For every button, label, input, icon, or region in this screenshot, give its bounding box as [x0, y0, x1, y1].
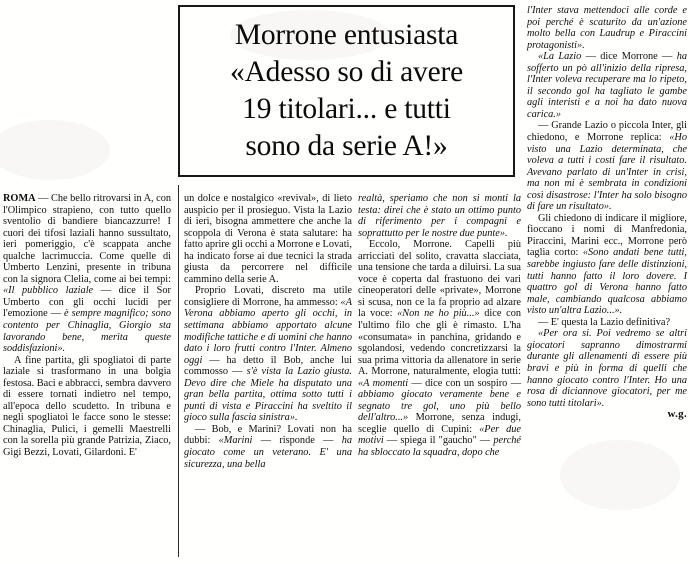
paragraph: A fine partita, gli spogliatoi di parte laziale si trasformano in una bolgia festosa. Baci e abbracci, sembra davvero di essere tornati indietro nel tempo, all'epoca dello scudetto. In tribuna e negli spogliatoi le facce sono le stesse: Chinaglia, Pulici, i gemelli Maestrelli con la sorella più grande Patrizia, Ziaco, Gigi Bezzi, Lovati, Gilardoni. E' [3, 354, 171, 459]
quote-text: «Non ne ho più...» [397, 308, 480, 320]
paragraph-marini-question [184, 424, 352, 470]
quote-text: «A momenti [358, 377, 409, 389]
quote-text: ha sofferto un pò all'inizio della ripresa, l'Inter voleva recuperare ma lo ripeto, il secondo gol ha tagliato le gambe agli interisti e a noi ha dato nuova carica.» [527, 51, 687, 120]
attribution-text: — dice il Sor Umberto con gli occhi lucidi per l'emozione — [3, 285, 171, 320]
paragraph-text: Eccolo, Morrone. Capelli più arricciati del solito, cravatta slacciata, una tensione che tarda a diluirsi. La sua voce è coperta dal frastuono dei vari cineoperatori delle «private», Morrone si scusa, non ce la fa proprio ad alzare la voce: [358, 239, 521, 320]
paragraph-lovati-quote [184, 285, 352, 424]
headline-line-2: «Adesso so di avere [230, 56, 463, 88]
paragraph-text: — Bob, e Marini? Lovati non ha dubbi: [184, 423, 352, 447]
quote-text: ha giocato come un veterano. E' una sicurezza, una bella [184, 435, 353, 470]
quote-text: «Marini [218, 435, 253, 447]
headline-box [178, 5, 515, 177]
quote-text: abbiamo giocato veramente bene e segnato tre gol, uno più bello dell'altro...» [358, 389, 521, 424]
quote-text: «Per ora si. Poi vedremo se altri giocatori sapranno dimostrarmi durante gli allenamenti di essere più bravi e più in forma di quelli che hanno giocato contro l'Inter. Ho una rosa di diciannove giocatori, per me sono tutti titolari». [527, 328, 687, 409]
article-column-2 [184, 193, 352, 470]
quote-text: «Ho visto una Lazio determinata, che voleva a tutti i costi fare il risultato. Avevano parlato di un'Inter in crisi, ma non mi è sembrata in condizioni così disastrose: l'Inter ha solo bisogno di fare un risultato». [527, 132, 687, 213]
quote-text: «Sono andati bene tutti, sarebbe ingiusto fare delle distinzioni, tutti hanno fatto il loro dovere. I quattro gol di Verona hanno fatto male, cambiando qualcosa abbiamo visto un'altra Lazio...». [527, 247, 687, 317]
quote-text: perché ha sbloccato la squadra, dopo che [358, 435, 521, 459]
attribution-text: — ha detto il Bob, anche lui commosso — [184, 354, 352, 378]
headline-line-1: Morrone entusiasta [234, 19, 459, 51]
quote-text: realtà, speriamo che non si monti la testa: direi che è stato un ottimo punto di riferimento per i compagni e soprattutto per le nostre due punte». [358, 193, 521, 239]
attribution-text: — dice con un sospiro — [408, 377, 521, 389]
paragraph-final-quote [527, 328, 687, 409]
paragraph-text: Morrone, senza indugi, sceglie quello di Cupini: [358, 412, 521, 435]
paragraph-lazio-quote [527, 51, 687, 120]
attribution-text: — spiega il "gaucho" — [383, 435, 494, 447]
headline-line-3: 19 titolari... e tutti [242, 93, 451, 125]
headline [180, 17, 513, 165]
quote-text: «La Lazio [538, 51, 582, 63]
article-column-3 [358, 193, 521, 459]
column-divider-rule [178, 185, 179, 557]
paragraph-question-definitiva: — E' questa la Lazio definitiva? [538, 316, 671, 328]
headline-line-4: sono da serie A!» [245, 130, 448, 162]
article-column-4 [527, 5, 687, 421]
quote-text: «Il pubblico laziale [3, 285, 94, 297]
quote-text: l'Inter stava mettendoci alle corde e poi perché è scaturito da un'azione molto bella con Laudrup e Piraccini protagonisti». [527, 5, 687, 51]
dateline-dash: — [35, 193, 52, 204]
dateline: ROMA [3, 193, 36, 204]
paragraph: un dolce e nostalgico «revival», di lieto auspicio per il prosieguo. Vista la Lazio di ieri, bisogna ammettere che anche la scoppola di Verona è stata salutare: ha fatto aprire gli occhi a Morrone e Lovati, ha indicato forse ai due tecnici la strada giusta da percorrere nel difficile cammino della serie A. [184, 193, 352, 285]
attribution-text: — risponde — [252, 435, 342, 447]
quote-text: «Per due motivi [358, 423, 521, 447]
paragraph-dateline [3, 193, 171, 355]
paragraph-quote-continued [358, 193, 521, 239]
paragraph-text: Che bello ritrovarsi in A, con l'Olimpico strapieno, con tutto quello sventolio di bandiere biancazzurre! I cuori dei tifosi laziali hanno sussultato, ieri pomeriggio, c'è scappata anche qualche lacrimuccia. Come quelle di Umberto Lenzini, presente in tribuna con la signora Clelia, come ai bei tempi: [3, 193, 172, 285]
quote-text: «A Verona abbiamo aperto gli occhi, in settimana abbiamo apportato alcune modifiche tattiche e di uomini che hanno dato i loro frutti contro l'Inter. Almeno oggi [184, 296, 352, 366]
paragraph-migliore [527, 213, 687, 317]
paragraph-morrone [358, 239, 521, 458]
paragraph-text: dice con l'ultimo filo che gli è rimasto. L'ha «consumata» in panchina, gridando e sgolandosi, vedendo concretizzarsi la sua prima vittoria da allenatore in serie A. Morrone, naturalmente, elogia tutti: [358, 308, 521, 378]
author-signature: w.g. [667, 408, 687, 421]
quote-text: è sempre magnifico; sono contento per Chinaglia, Giorgio sta lavorando bene, merita queste soddisfazioni». [3, 308, 171, 355]
paragraph-text: Gli chiedono di indicare il migliore, fioccano i nomi di Manfredonia, Piraccini, Marini ecc., Morrone però taglia corto: [527, 212, 687, 259]
article-column-1 [3, 193, 171, 459]
quote-text: s'è vista la Lazio giusta. Devo dire che Miele ha disputato una gran bella partita, ottima sotto tutti i punti di vista e Piraccini ha sveltito il gioco sulla fascia sinistra». [184, 366, 352, 424]
paragraph-question-grande-lazio [527, 120, 687, 212]
attribution-text: — dice Morrone — [581, 51, 677, 63]
paragraph-text: Proprio Lovati, discreto ma utile consigliere di Morrone, ha ammesso: [184, 285, 352, 308]
paragraph-quote-continued [527, 5, 687, 51]
paragraph-text: — Grande Lazio o piccola Inter, gli chiedono, e Morrone replica: [527, 120, 687, 144]
